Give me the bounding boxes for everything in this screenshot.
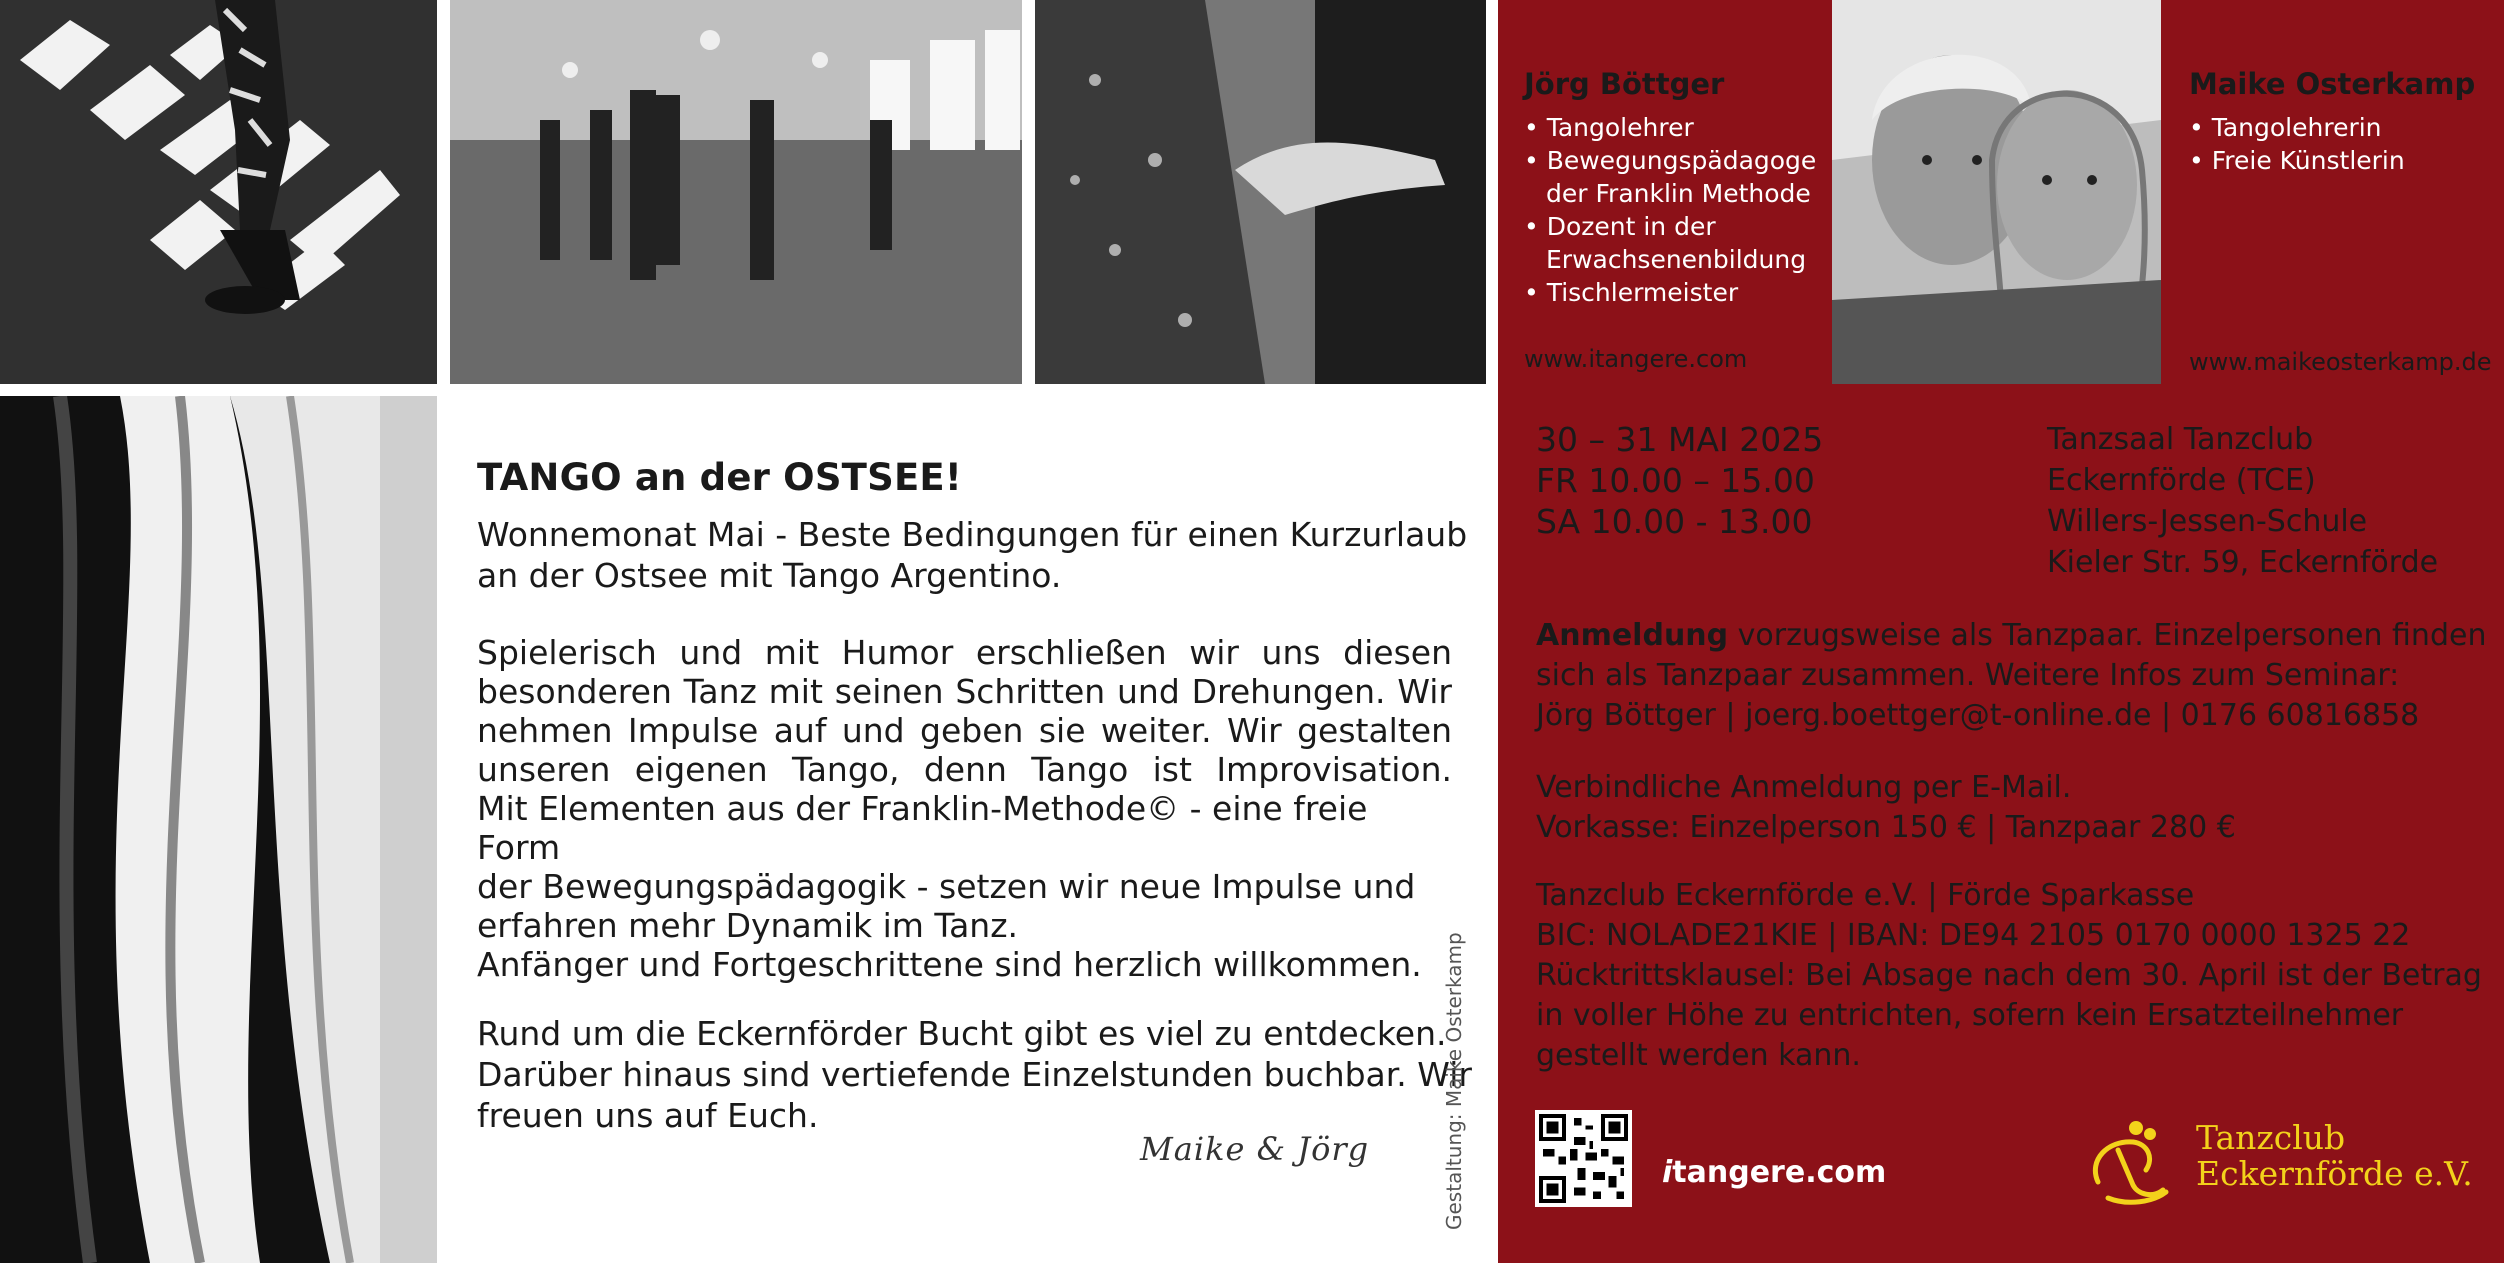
event-venue: Tanzsaal Tanzclub Eckernförde (TCE) Willers-Jessen-Schule Kieler Str. 59, Eckernförde (2047, 422, 2439, 580)
intro-text: Wonnemonat Mai - Beste Bedingungen für einen Kurzurlaub an der Ostsee mit Tango Argentino. (477, 515, 1468, 595)
signature: Maike & Jörg (1140, 1130, 1370, 1168)
club-logo-text: Tanzclub Eckernförde e.V. (2196, 1118, 2473, 1193)
bank-info: Tanzclub Eckernförde e.V. | Förde Sparkasse BIC: NOLADE21KIE | IBAN: DE94 2105 0170 0000 1325 22 Rücktrittsklausel: Bei Absage nach dem 30. April ist der Betrag in voller Höhe zu entrichten, sofern kein Ersatzteilnehmer gestellt werden kann. (1536, 878, 2482, 1073)
website-link-itangere[interactable]: www.itangere.com (1524, 345, 1748, 373)
qr-code[interactable] (1535, 1110, 1632, 1207)
instructor-name-joerg: Jörg Böttger (1524, 67, 1725, 101)
dancer-feet-photo (0, 0, 437, 384)
payment-info: Verbindliche Anmeldung per E-Mail. Vorkasse: Einzelperson 150 € | Tanzpaar 280 € (1536, 770, 2236, 845)
headline: TANGO an der OSTSEE! (477, 456, 962, 499)
design-credit: Gestaltung: Maike Osterkamp (1442, 932, 1466, 1230)
instructor-name-maike: Maike Osterkamp (2189, 67, 2476, 101)
registration-info: Anmeldung vorzugsweise als Tanzpaar. Einzelpersonen finden sich als Tanzpaar zusammen. Weitere Infos zum Seminar: Jörg Böttger | joerg.boettger@t-online.de | 0176 60816858 (1536, 618, 2487, 733)
dancing-couple-logo-icon (2078, 1110, 2170, 1210)
closing-text: Rund um die Eckernförder Bucht gibt es viel zu entdecken. Darüber hinaus sind vertiefende Einzelstunden buchbar. Wir freuen uns auf Euch. (477, 1014, 1472, 1135)
itangere-logo: itangere.com (1662, 1155, 1887, 1190)
instructors-portrait-photo (1832, 0, 2161, 384)
instructor-list-joerg: • Tangolehrer • Bewegungspädagoge der Franklin Methode • Dozent in der Erwachsenenbildung • Tischlermeister (1524, 111, 1824, 309)
description-text: Spielerisch und mit Humor erschließen wir uns diesen besonderen Tanz mit seinen Schritten und Drehungen. Wir nehmen Impulse auf und geben sie weiter. Wir gestalten unseren eigenen Tango, denn Tango ist Improvisation. Mit Elementen aus der Franklin-Methode© - eine freie Form der Bewegungspädagogik - setzen wir neue Impulse und erfahren mehr Dynamik im Tanz. Anfänger und Fortgeschrittene sind herzlich willkommen. (477, 633, 1452, 984)
couple-hands-photo (1035, 0, 1486, 384)
website-link-maikeosterkamp[interactable]: www.maikeosterkamp.de (2189, 348, 2492, 376)
instructor-list-maike: • Tangolehrerin • Freie Künstlerin (2189, 111, 2479, 177)
event-schedule: 30 – 31 MAI 2025 FR 10.00 – 15.00 SA 10.00 - 13.00 (1536, 420, 1824, 541)
curtain-window-photo (0, 396, 437, 1263)
dance-hall-photo (450, 0, 1022, 384)
